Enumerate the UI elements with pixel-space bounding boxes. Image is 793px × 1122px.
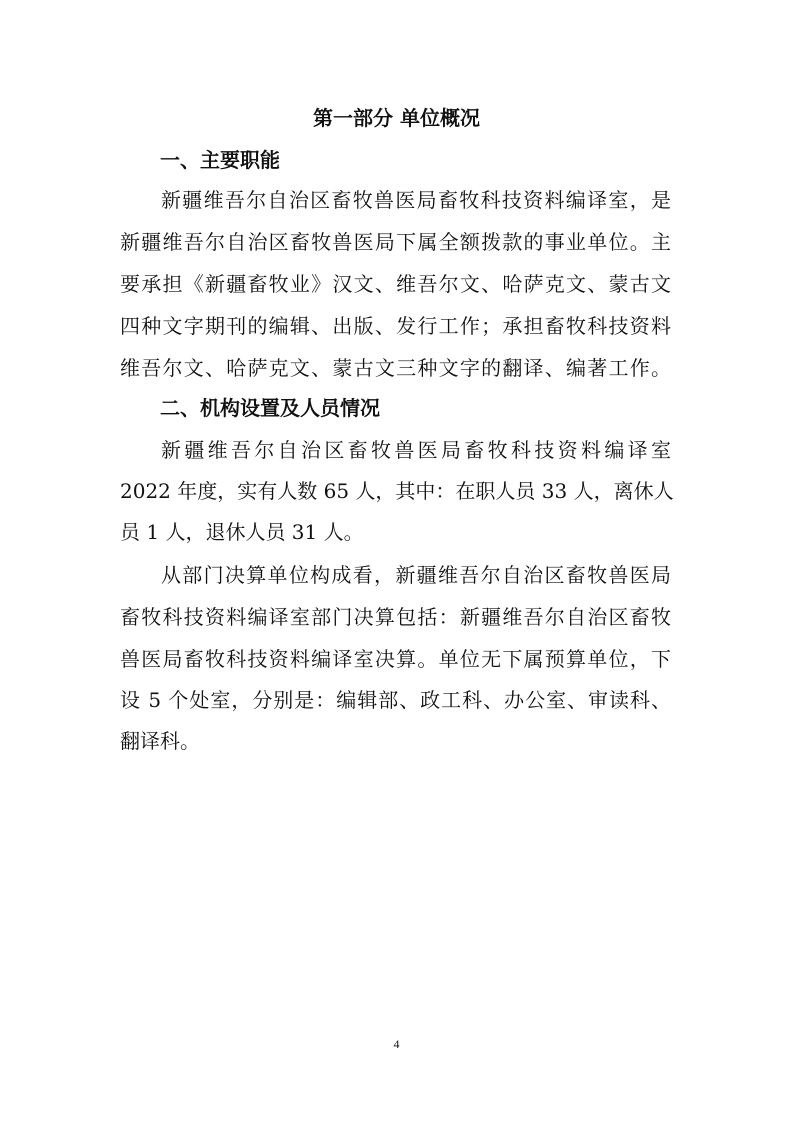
paragraph-line: 要承担《新疆畜牧业》汉文、维吾尔文、哈萨克文、蒙古文: [120, 272, 671, 296]
paragraph-line: 畜牧科技资料编译室部门决算包括：新疆维吾尔自治区畜牧: [120, 605, 671, 629]
page-title: 第一部分 单位概况: [313, 106, 480, 130]
paragraph-line: 维吾尔文、哈萨克文、蒙古文三种文字的翻译、编著工作。: [120, 356, 671, 380]
section-heading-organization-staff: 二、机构设置及人员情况: [160, 396, 380, 420]
paragraph-line: 新疆维吾尔自治区畜牧兽医局畜牧科技资料编译室，是: [161, 188, 671, 212]
section-heading-main-functions: 一、主要职能: [160, 148, 280, 172]
paragraph-line: 翻译科。: [120, 729, 200, 753]
paragraph-line: 员 1 人，退休人员 31 人。: [120, 520, 364, 544]
page-number: 4: [393, 1037, 400, 1051]
paragraph-line: 2022 年度，实有人数 65 人，其中：在职人员 33 人，离休人: [120, 479, 674, 503]
paragraph-line: 四种文字期刊的编辑、出版、发行工作；承担畜牧科技资料: [120, 314, 671, 338]
paragraph-line: 兽医局畜牧科技资料编译室决算。单位无下属预算单位，下: [120, 647, 671, 671]
paragraph-line: 新疆维吾尔自治区畜牧兽医局下属全额拨款的事业单位。主: [120, 230, 671, 254]
paragraph-line: 新疆维吾尔自治区畜牧兽医局畜牧科技资料编译室: [161, 438, 671, 462]
paragraph-line: 设 5 个处室，分别是：编辑部、政工科、办公室、审读科、: [120, 688, 671, 712]
paragraph-line: 从部门决算单位构成看，新疆维吾尔自治区畜牧兽医局: [161, 563, 671, 587]
